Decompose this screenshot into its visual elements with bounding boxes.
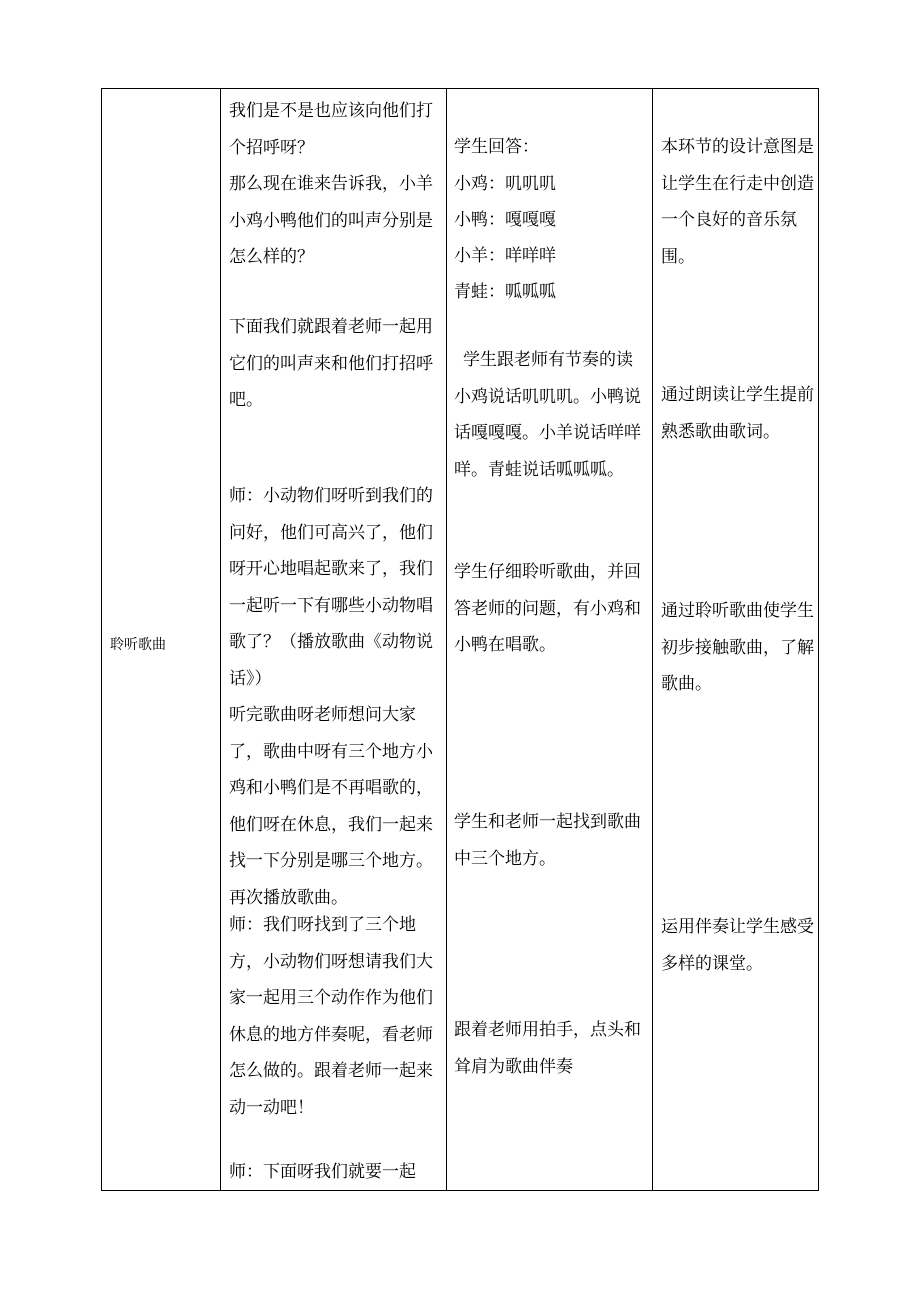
teacher-paragraph: 师：我们呀找到了三个地方，小动物们呀想请我们大家一起用三个动作作为他们休息的地方伴奏呢，看老师怎么做的。跟着老师一起来动一动吧！ xyxy=(229,915,433,1118)
student-paragraph: 学生跟老师有节奏的读小鸡说话叽叽叽。小鸭说话嘎嘎嘎。小羊说话咩咩咩。青蛙说话呱呱呱。 xyxy=(454,350,641,480)
intent-paragraph: 通过聆听歌曲使学生初步接触歌曲，了解歌曲。 xyxy=(661,601,814,694)
intent-column xyxy=(653,89,819,1190)
teacher-paragraph: 我们是不是也应该向他们打个招呼呀？ xyxy=(229,101,433,158)
teacher-paragraph: 听完歌曲呀老师想问大家了，歌曲中呀有三个地方小鸡和小鸭们是不再唱歌的，他们呀在休息，我们一起来找一下分别是哪三个地方。再次播放歌曲。 xyxy=(229,705,433,908)
teacher-paragraph: 师：下面呀我们就要一起 xyxy=(229,1162,416,1182)
student-paragraph: 学生和老师一起找到歌曲中三个地方。 xyxy=(454,812,641,869)
student-line: 小鸡：叽叽叽 xyxy=(454,174,556,194)
teacher-paragraph: 那么现在谁来告诉我，小羊小鸡小鸭他们的叫声分别是怎么样的？ xyxy=(229,174,433,267)
intent-paragraph: 通过朗读让学生提前熟悉歌曲歌词。 xyxy=(661,385,814,442)
intent-paragraph: 本环节的设计意图是让学生在行走中创造一个良好的音乐氛围。 xyxy=(661,137,814,267)
student-paragraph: 跟着老师用拍手，点头和耸肩为歌曲伴奏 xyxy=(454,1020,641,1077)
student-line: 小鸭：嘎嘎嘎 xyxy=(454,210,556,230)
student-line: 学生回答： xyxy=(454,137,539,157)
student-line: 小羊：咩咩咩 xyxy=(454,246,556,266)
teacher-paragraph: 下面我们就跟着老师一起用它们的叫声来和他们打招呼吧。 xyxy=(229,317,433,410)
lesson-plan-table xyxy=(101,88,819,1191)
stage-column xyxy=(102,89,220,1190)
student-paragraph: 学生仔细聆听歌曲，并回答老师的问题，有小鸡和小鸭在唱歌。 xyxy=(454,562,641,655)
stage-label: 聆听歌曲 xyxy=(110,637,166,653)
intent-paragraph: 运用伴奏让学生感受多样的课堂。 xyxy=(661,917,814,974)
student-line: 青蛙：呱呱呱 xyxy=(454,282,556,302)
teacher-column xyxy=(221,89,446,1190)
student-column xyxy=(447,89,652,1190)
teacher-paragraph: 师：小动物们呀听到我们的问好，他们可高兴了，他们呀开心地唱起歌来了，我们一起听一下有哪些小动物唱歌了？（播放歌曲《动物说话》） xyxy=(229,486,433,689)
